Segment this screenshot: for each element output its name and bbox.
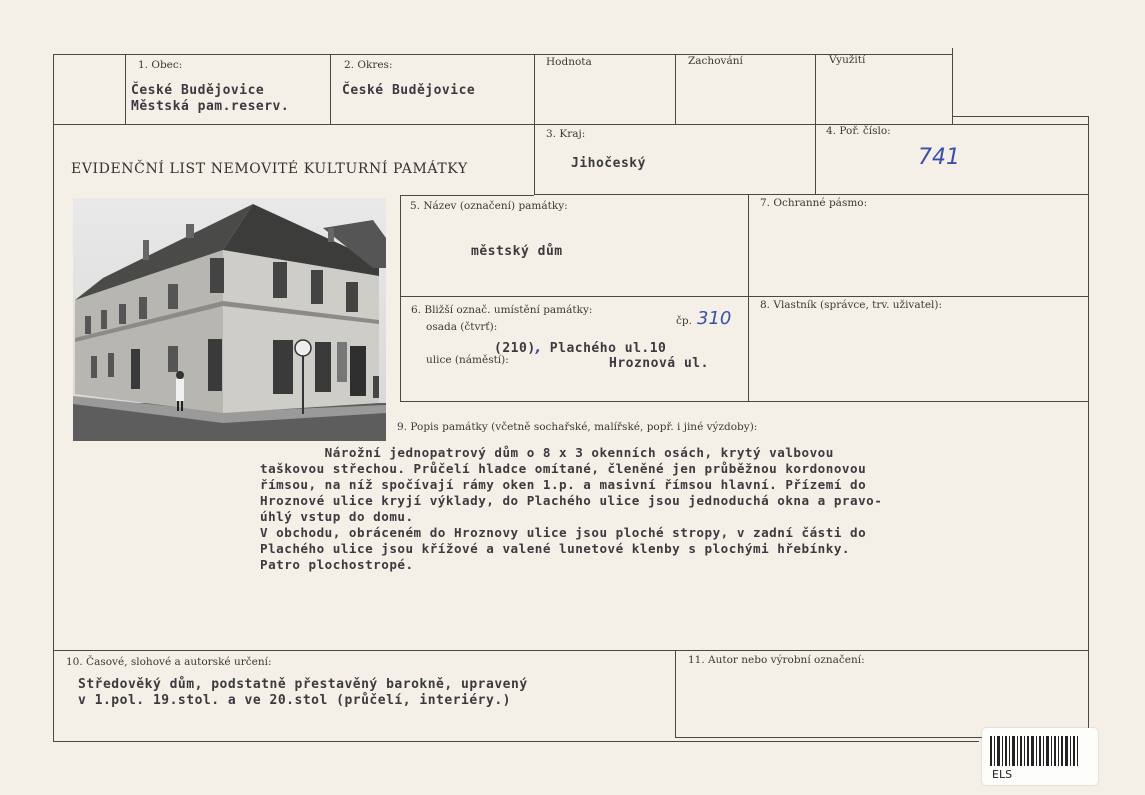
rule	[400, 296, 1088, 297]
obec-label: 1. Obec:	[138, 59, 183, 71]
kraj-label: 3. Kraj:	[546, 128, 586, 140]
okres-label: 2. Okres:	[344, 59, 393, 71]
urceni-line-2: v 1.pol. 19.stol. a ve 20.stol (průčelí, interiéry.)	[78, 693, 511, 708]
rule	[952, 116, 1088, 117]
cp-label: čp.	[676, 315, 692, 327]
popis-line: V obchodu, obráceném do Hroznovy ulice jsou ploché stropy, v zadní části do	[260, 525, 867, 540]
building-photo	[73, 198, 386, 441]
rule	[400, 195, 534, 196]
autor-label: 11. Autor nebo výrobní označení:	[688, 654, 865, 666]
address-line-1: (210), Plachého ul.10	[494, 340, 667, 356]
rule	[748, 194, 749, 402]
rule	[53, 54, 54, 742]
kraj-value: Jihočeský	[571, 156, 646, 171]
popis-label: 9. Popis památky (včetně sochařské, malířské, popř. i jiné výzdoby):	[397, 421, 758, 433]
rule	[815, 54, 816, 194]
rule	[952, 48, 953, 124]
rule	[53, 54, 953, 55]
rule	[53, 650, 1088, 651]
rule	[400, 195, 401, 402]
rule	[125, 54, 126, 124]
por-cislo-label: 4. Poř. číslo:	[826, 125, 891, 137]
popis-line: římsou, na níž spočívají rámy oken 1.p. a masivní římsou hlavní. Přízemí do	[260, 477, 867, 492]
rule	[330, 54, 331, 124]
rule	[675, 650, 676, 738]
zachovani-label: Zachování	[688, 55, 743, 67]
okres-value: České Budějovice	[342, 83, 476, 98]
address-line-2: Hroznová ul.	[609, 356, 709, 371]
popis-line: Patro plochostropé.	[260, 557, 414, 572]
barcode-text: ELS	[992, 768, 1013, 781]
obec-value-2: Městská pam.reserv.	[131, 99, 290, 114]
rule	[400, 401, 1088, 402]
rule	[534, 194, 1088, 195]
ochranne-pasmo-label: 7. Ochranné pásmo:	[760, 197, 868, 209]
osada-label: osada (čtvrť):	[426, 321, 498, 333]
address-street: Plachého ul.10	[549, 341, 667, 356]
rule	[53, 124, 1088, 125]
barcode-icon	[982, 728, 1098, 768]
popis-line: Hroznové ulice kryjí výklady, do Plachého ulice jsou jednoduchá okna a pravo-	[260, 493, 883, 508]
umisteni-label: 6. Bližší označ. umístění památky:	[411, 304, 593, 316]
urceni-label: 10. Časové, slohové a autorské určení:	[66, 656, 272, 668]
rule	[53, 741, 979, 742]
address-number: 210	[502, 341, 528, 356]
popis-line: Plachého ulice jsou křížové a valené lunetové klenby s plochými hřebínky.	[260, 541, 850, 556]
cp-value: 310	[697, 308, 732, 329]
vyuziti-label: Využití	[829, 54, 866, 66]
popis-line: taškovou střechou. Průčelí hladce omítané, členěné jen průběžnou kordonovou	[260, 461, 867, 476]
popis-line: Nárožní jednopatrový dům o 8 x 3 okenních osách, krytý valbovou	[260, 445, 834, 460]
por-cislo-value: 741	[918, 145, 960, 170]
popis-line: úhlý vstup do domu.	[260, 509, 414, 524]
hodnota-label: Hodnota	[546, 56, 592, 68]
rule	[534, 54, 535, 194]
form-title: EVIDENČNÍ LIST NEMOVITÉ KULTURNÍ PAMÁTKY	[71, 161, 468, 177]
rule	[1088, 116, 1089, 738]
nazev-label: 5. Název (označení) památky:	[410, 200, 568, 212]
barcode-sticker	[982, 728, 1098, 785]
obec-value: České Budějovice	[131, 83, 265, 98]
nazev-value: městský dům	[471, 244, 563, 259]
rule	[675, 54, 676, 124]
urceni-line-1: Středověký dům, podstatně přestavěný barokně, upravený	[78, 677, 528, 692]
vlastnik-label: 8. Vlastník (správce, trv. uživatel):	[760, 299, 943, 311]
ulice-label: ulice (náměstí):	[426, 354, 509, 366]
